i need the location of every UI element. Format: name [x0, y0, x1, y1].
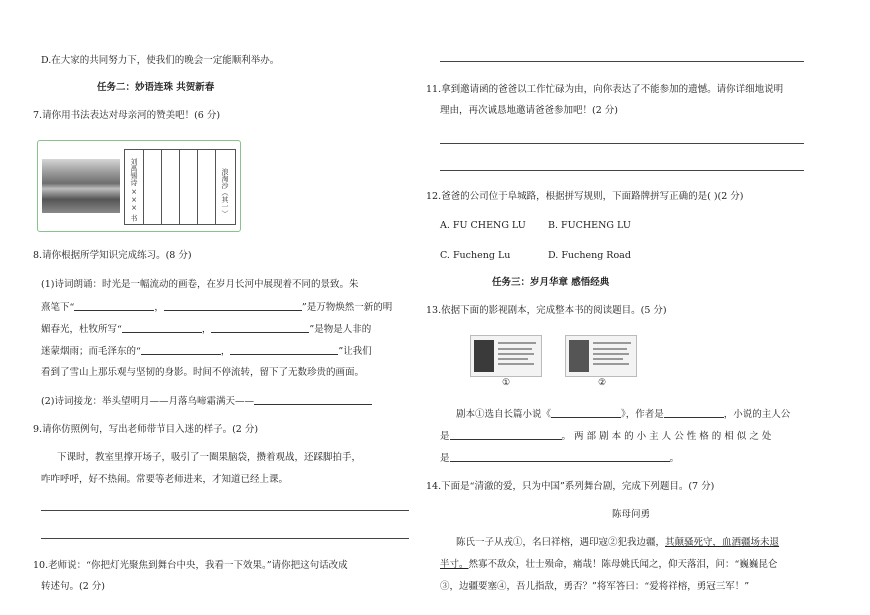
passage-line-3: ③，边疆要塞④，吾儿指敌，勇否？”将军答曰：“爱将祥榕，勇冠三军！”	[440, 581, 750, 592]
option-d: D. Fucheng Road	[548, 250, 631, 261]
question-9: 9.请你仿照例句，写出老师带节目入迷的样子。(2 分)	[33, 424, 259, 435]
q8-line-5: 看到了雪山上那乐观与坚韧的身影。时间不停流转，留下了无数珍贵的画面。	[41, 367, 365, 378]
passage-line-2: 半寸。然寡不敌众，壮士殒命，痛哉！陈母姚氏闻之，仰天落泪，问：“巍巍昆仑	[440, 559, 778, 570]
question-10-cont: 转述句。(2 分)	[41, 581, 105, 592]
calligraphy-author: 刘禹锡诗 ××× 书	[130, 158, 138, 222]
calligraphy-grid	[124, 149, 236, 225]
waterfall-photo	[42, 159, 120, 213]
poster-2-label: ②	[598, 378, 607, 388]
option-d: D.在大家的共同努力下，使我们的晚会一定能顺利举办。	[41, 55, 280, 66]
q8-part-2: (2)诗词接龙：举头望明月——月落乌啼霜满天——	[41, 394, 372, 408]
question-10: 10.老师说：“你把灯光聚焦到舞台中央，我看一下效果。”请你把这句话改成	[33, 560, 348, 571]
q13-line-1: 剧本①选自长篇小说《 》，作者是 ，小说的主人公	[456, 409, 791, 420]
calligraphy-image	[37, 140, 241, 232]
q9-example-1: 下课时，教室里撑开场子，吸引了一圈果脑袋，攒着观战，还踩脚拍手，	[57, 452, 362, 463]
script-poster-1	[470, 335, 542, 377]
question-13: 13.依据下面的影视剧本，完成整本书的阅读题目。(5 分)	[426, 305, 667, 316]
q13-line-2: 是 。 两 部 剧 本 的 小 主 人 公 性 格 的 相 似 之 处	[440, 431, 772, 442]
task2-title: 任务二：妙语连珠 共贺新春	[97, 82, 215, 93]
answer-line[interactable]	[440, 170, 804, 171]
q13-line-3: 是 。	[440, 453, 680, 464]
option-c: C. Fucheng Lu	[440, 250, 511, 261]
answer-line[interactable]	[440, 143, 804, 144]
passage-title: 陈母问勇	[612, 509, 651, 520]
q8-line-1: (1)诗词朗诵：时光是一幅流动的画卷，在岁月长河中展现着不同的景致。朱	[41, 279, 359, 290]
question-12: 12.爸爸的公司位于阜城路，根据拼写规则，下面路牌拼写正确的是( )(2 分)	[426, 191, 744, 202]
question-7: 7.请你用书法表达对母亲河的赞美吧！(6 分)	[33, 110, 221, 121]
answer-line[interactable]	[41, 538, 409, 539]
option-b: B. FUCHENG LU	[548, 220, 631, 231]
q8-line-4: 迷蒙烟雨；而毛泽东的“ ， ”让我们	[41, 346, 372, 357]
answer-line[interactable]	[440, 61, 804, 62]
question-14: 14.下面是“清澈的爱，只为中国”系列舞台剧，完成下列题目。(7 分)	[426, 481, 715, 492]
q8-line-3: 媚春光，杜牧所写“ ， ”是物是人非的	[41, 324, 372, 335]
script-poster-2	[565, 335, 637, 377]
calligraphy-title: 浪淘沙（其一）	[221, 168, 229, 217]
question-11-cont: 理由，再次诚恳地邀请爸爸参加吧！(2 分)	[440, 105, 618, 116]
passage-line-1: 陈氏一子从戎①，名曰祥榕，遇印寇②犯我边疆，其颠骚死守，血洒疆场未退	[456, 537, 780, 548]
question-11: 11.拿到邀请函的爸爸以工作忙碌为由，向你表达了不能参加的遗憾。请你详细地说明	[426, 84, 784, 95]
q8-line-2: 熹笔下“ ， ”是万物焕然一新的明	[41, 302, 393, 313]
poster-1-label: ①	[502, 378, 511, 388]
task3-title: 任务三：岁月华章 感悟经典	[492, 277, 610, 288]
q9-example-2: 咋咋呼呼，好不热闹。常要等老师进来，才知道已经上课。	[41, 474, 289, 485]
option-a: A. FU CHENG LU	[440, 220, 526, 231]
question-8: 8.请你根据所学知识完成练习。(8 分)	[33, 250, 192, 261]
answer-line[interactable]	[41, 510, 409, 511]
